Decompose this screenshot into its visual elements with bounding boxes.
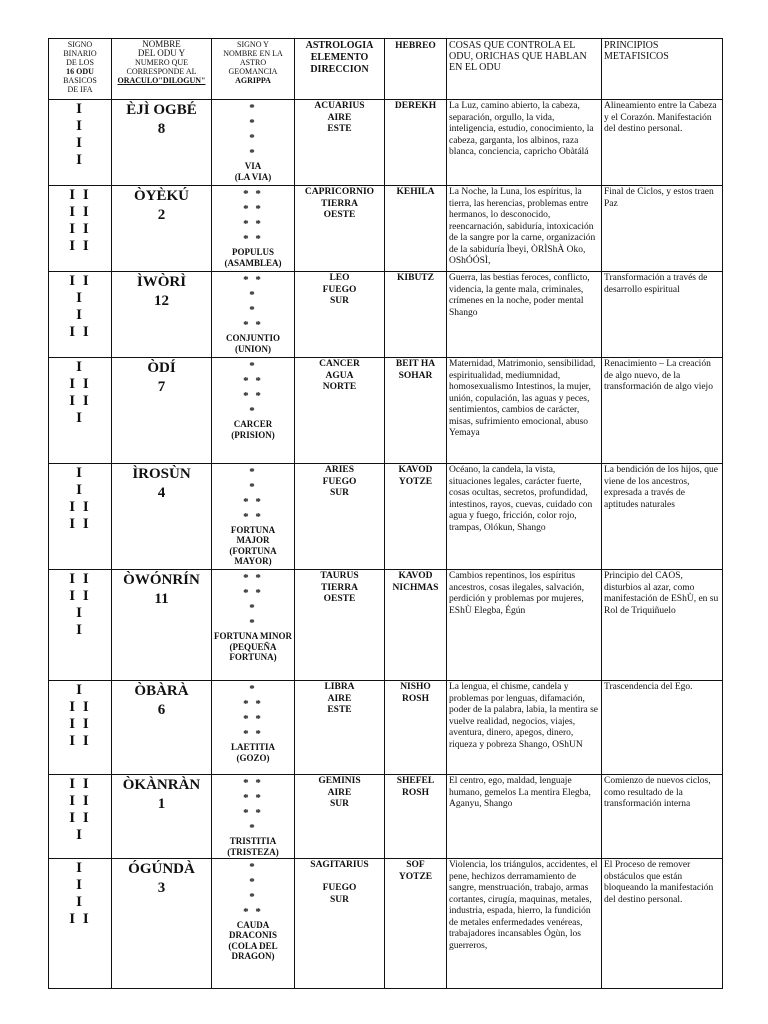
binary-sign — [49, 464, 112, 570]
binary-mark: I — [76, 135, 84, 151]
odu-name: ÈJÌ OGBÉ — [126, 102, 197, 118]
astrology-cell — [295, 859, 385, 989]
astrology-line: OESTE — [323, 594, 356, 604]
binary-mark: I — [76, 622, 84, 638]
odu-name-cell — [112, 464, 212, 570]
geomancy-star-mark: * — [249, 617, 257, 629]
astrology-line: CAPRICORNIO — [304, 187, 375, 197]
binary-mark: I — [76, 101, 84, 117]
astrology-line: TIERRA — [321, 582, 358, 593]
binary-mark: I I — [69, 324, 91, 340]
geomancy-star-mark: * — [249, 876, 257, 888]
geomancy-star-mark: * * — [243, 587, 263, 599]
binary-mark: I — [76, 827, 84, 843]
binary-mark: I — [76, 307, 84, 323]
hebrew-cell — [385, 570, 447, 681]
geomancy-name: LAETITIA — [230, 742, 275, 752]
geomancy-star-mark: * — [249, 683, 257, 695]
binary-mark: I — [76, 359, 84, 375]
astrology-line: SUR — [329, 799, 349, 809]
binary-sign — [49, 100, 112, 186]
table-row — [49, 100, 723, 186]
geomancy-star-mark: * * — [243, 375, 263, 387]
odu-name: ÒYÈKÚ — [133, 188, 189, 204]
binary-mark: I I — [69, 733, 91, 749]
astrology-line: NORTE — [322, 382, 357, 392]
hebrew-term: SHEFEL — [396, 776, 435, 786]
metaphysical-principle: La bendición de los hijos, que viene de los ancestros, expresada a través de aptitudes naturales — [602, 464, 723, 570]
geomancy-translation: (PEQUEÑA FORTUNA) — [229, 642, 277, 662]
metaphysical-principle: Trascendencia del Ego. — [602, 681, 723, 775]
geomancy-star-mark: * — [249, 602, 257, 614]
geomancy-cell — [212, 186, 295, 272]
odu-number: 11 — [154, 591, 169, 607]
odu-name: ÒDÍ — [147, 360, 176, 376]
geomancy-star-mark: * * — [243, 572, 263, 584]
hebrew-term: SOHAR — [398, 370, 433, 381]
binary-mark: I — [76, 118, 84, 134]
metaphysical-principle: Principio del CAOS, disturbios al azar, como manifestación de EShÙ, en su Rol de Triquiñuelo — [602, 570, 723, 681]
geomancy-name: POPULUS — [231, 247, 274, 257]
odu-number: 7 — [157, 379, 166, 395]
astrology-cell — [295, 186, 385, 272]
hebrew-cell — [385, 358, 447, 464]
controls-text: La Luz, camino abierto, la cabeza, separación, orgullo, la vida, inteligencia, estudio, conocimiento, la cabeza, garganta, los albinos, raza blanca, conciencia, capricho Obàtálá — [447, 100, 602, 186]
geomancy-translation: (FORTUNA MAYOR) — [229, 546, 277, 566]
binary-sign — [49, 272, 112, 358]
geomancy-star-mark: * * — [243, 496, 263, 508]
astrology-line: ESTE — [327, 705, 352, 715]
geomancy-star-mark: * — [249, 147, 257, 159]
geomancy-star-mark: * — [249, 891, 257, 903]
binary-mark: I I — [69, 273, 91, 289]
odu-name: ÌWÒRÌ — [136, 274, 187, 290]
geomancy-cell — [212, 464, 295, 570]
binary-mark: I — [76, 410, 84, 426]
geomancy-name: FORTUNA MAJOR — [230, 525, 276, 545]
binary-mark: I I — [69, 810, 91, 826]
geomancy-cell — [212, 100, 295, 186]
geomancy-star-mark: * * — [243, 777, 263, 789]
geomancy-star-mark: * — [249, 861, 257, 873]
hebrew-term: NICHMAS — [392, 582, 439, 593]
odu-number: 8 — [157, 121, 166, 137]
hebrew-term: DEREKH — [394, 101, 437, 111]
astrology-line: SUR — [329, 296, 349, 306]
astrology-line: ESTE — [327, 124, 352, 134]
odu-name-cell — [112, 358, 212, 464]
metaphysical-principle: Final de Ciclos, y estos traen Paz — [602, 186, 723, 272]
hebrew-term: KAVOD — [398, 465, 433, 475]
astrology-line: GEMINIS — [318, 776, 361, 786]
astrology-line: FUEGO — [322, 476, 357, 487]
odu-table — [48, 38, 723, 989]
astrology-line: CANCER — [319, 359, 360, 369]
binary-mark: I — [76, 877, 84, 893]
geomancy-translation: (PRISION) — [231, 430, 275, 440]
geomancy-star-mark: * * — [243, 233, 263, 245]
geomancy-star-mark: * * — [243, 188, 263, 200]
header-signo-binario: SIGNO BINARIO DE LOS 16 ODU BASICOS DE IFA — [49, 39, 112, 100]
controls-text: La lengua, el chisme, candela y problemas por lenguas, difamación, poder de la palabra, labia, la mentira se vuelve realidad, negocios, viajes, aventura, dinero, apegos, dinero, riqueza y pobreza Shango, OShUN — [447, 681, 602, 775]
header-nombre: NOMBRE DEL ODU Y NUMERO QUE CORRESPONDE AL ORACULO"DILOGUN" — [112, 39, 212, 100]
astrology-line: SAGITARIUS — [310, 860, 369, 870]
controls-text: Guerra, las bestias feroces, conflicto, videncia, la gente mala, criminales, crímenes en la noche, poder mental Shango — [447, 272, 602, 358]
odu-name: ÌROSÙN — [132, 466, 191, 482]
hebrew-term: SOF — [406, 860, 425, 870]
astrology-line: LIBRA — [324, 682, 355, 692]
geomancy-star-mark: * * — [243, 906, 263, 918]
controls-text: El centro, ego, maldad, lenguaje humano, gemelos La mentira Elegba, Aganyu, Shango — [447, 775, 602, 859]
hebrew-cell — [385, 775, 447, 859]
geomancy-translation: (COLA DEL DRAGON) — [228, 941, 278, 961]
header-principios: PRINCIPIOS METAFISICOS — [602, 39, 723, 100]
geomancy-star-mark: * * — [243, 319, 263, 331]
binary-sign — [49, 859, 112, 989]
odu-name-cell — [112, 100, 212, 186]
binary-mark: I — [76, 860, 84, 876]
hebrew-term: BEIT HA — [395, 359, 436, 369]
hebrew-term: NISHO — [400, 682, 431, 692]
odu-number: 3 — [157, 880, 166, 896]
odu-number: 6 — [157, 702, 166, 718]
metaphysical-principle: Renacimiento – La creación de algo nuevo, de la transformación de algo viejo — [602, 358, 723, 464]
astrology-line: AGUA — [325, 370, 354, 381]
binary-mark: I — [76, 152, 84, 168]
hebrew-cell — [385, 859, 447, 989]
geomancy-translation: (UNION) — [235, 344, 271, 354]
geomancy-name: CAUDA DRACONIS — [228, 920, 277, 940]
binary-mark: I I — [69, 221, 91, 237]
geomancy-star-mark: * * — [243, 807, 263, 819]
geomancy-cell — [212, 681, 295, 775]
metaphysical-principle: El Proceso de remover obstáculos que están bloqueando la manifestación del destino personal. — [602, 859, 723, 989]
astrology-line: AIRE — [327, 693, 352, 704]
binary-sign — [49, 358, 112, 464]
odu-number: 1 — [157, 796, 166, 812]
header-cosas: COSAS QUE CONTROLA EL ODU, ORICHAS QUE HABLAN EN EL ODU — [447, 39, 602, 100]
astrology-line: OESTE — [323, 210, 356, 220]
odu-name: ÓGÚNDÀ — [128, 861, 195, 877]
astrology-cell — [295, 681, 385, 775]
binary-mark: I I — [69, 376, 91, 392]
binary-mark: I I — [69, 588, 91, 604]
table-row — [49, 570, 723, 681]
geomancy-star-mark: * — [249, 466, 257, 478]
astrology-line: AIRE — [327, 112, 352, 123]
astrology-cell — [295, 358, 385, 464]
geomancy-translation: (ASAMBLEA) — [224, 258, 282, 268]
odu-name: ÒBÀRÀ — [134, 683, 189, 699]
odu-name-cell — [112, 681, 212, 775]
geomancy-star-mark: * — [249, 102, 257, 114]
binary-sign — [49, 186, 112, 272]
controls-text: Océano, la candela, la vista, situaciones legales, carácter fuerte, cosas ocultas, secretos, profundidad, intestinos, rayos, cuevas, cuidado con agua y fuego, fricción, color rojo, trampas, Olókun, Shango — [447, 464, 602, 570]
binary-mark: I — [76, 465, 84, 481]
geomancy-star-mark: * — [249, 304, 257, 316]
binary-mark: I — [76, 605, 84, 621]
binary-mark: I — [76, 682, 84, 698]
binary-mark: I I — [69, 716, 91, 732]
controls-text: Maternidad, Matrimonio, sensibilidad, espiritualidad, mediumnidad, homosexualismo Intestinos, la mujer, unión, copulación, las aguas y peces, sentimientos, cambios de carácter, misas, sufrimiento emocional, abuso Yemaya — [447, 358, 602, 464]
geomancy-star-mark: * * — [243, 218, 263, 230]
binary-mark: I I — [69, 911, 91, 927]
table-row — [49, 775, 723, 859]
geomancy-cell — [212, 859, 295, 989]
hebrew-term: ROSH — [402, 787, 429, 798]
astrology-line: ACUARIUS — [314, 101, 365, 111]
geomancy-star-mark: * — [249, 132, 257, 144]
binary-mark: I — [76, 482, 84, 498]
binary-mark: I I — [69, 516, 91, 532]
binary-mark: I I — [69, 699, 91, 715]
geomancy-name: FORTUNA MINOR — [214, 631, 292, 641]
metaphysical-principle: Comienzo de nuevos ciclos, como resultado de la transformación interna — [602, 775, 723, 859]
geomancy-star-mark: * * — [243, 713, 263, 725]
table-row — [49, 272, 723, 358]
binary-mark: I I — [69, 499, 91, 515]
binary-sign — [49, 775, 112, 859]
geomancy-star-mark: * * — [243, 203, 263, 215]
hebrew-term: YOTZE — [398, 871, 433, 882]
hebrew-term: KIBUTZ — [397, 273, 434, 283]
astrology-cell — [295, 272, 385, 358]
controls-text: Cambios repentinos, los espíritus ancestros, cosas ilegales, salvación, perdición y problemas por mujeres, EShÙ Elegba, Égún — [447, 570, 602, 681]
table-row — [49, 464, 723, 570]
controls-text: La Noche, la Luna, los espíritus, la tierra, las herencias, problemas entre hermanos, lo desconocido, reencarnación, sabiduría, intoxicación de la sangre por la carne, organización de la sabiduría Ìbeyi, ÒRÌShÀ Oko, OShÓÓSÌ, — [447, 186, 602, 272]
binary-mark: I — [76, 894, 84, 910]
hebrew-cell — [385, 100, 447, 186]
geomancy-star-mark: * * — [243, 511, 263, 523]
binary-sign — [49, 681, 112, 775]
geomancy-cell — [212, 570, 295, 681]
geomancy-star-mark: * — [249, 360, 257, 372]
hebrew-term: KAVOD — [398, 571, 433, 581]
geomancy-star-mark: * — [249, 481, 257, 493]
geomancy-star-mark: * — [249, 289, 257, 301]
astrology-line: SUR — [329, 894, 349, 905]
geomancy-translation: (LA VIA) — [234, 172, 272, 182]
hebrew-cell — [385, 272, 447, 358]
astrology-line: LEO — [329, 273, 350, 283]
geomancy-star-mark: * * — [243, 274, 263, 286]
geomancy-name: VIA — [244, 161, 262, 171]
hebrew-cell — [385, 681, 447, 775]
binary-mark: I I — [69, 393, 91, 409]
table-row — [49, 681, 723, 775]
astrology-line: TAURUS — [320, 571, 359, 581]
binary-mark: I — [76, 290, 84, 306]
astrology-line: FUEGO — [322, 284, 357, 295]
geomancy-name: CONJUNTIO — [225, 333, 280, 343]
header-hebreo: HEBREO — [385, 39, 447, 100]
odu-number: 2 — [157, 207, 166, 223]
astrology-line — [297, 872, 382, 884]
odu-name-cell — [112, 186, 212, 272]
geomancy-translation: (GOZO) — [236, 753, 270, 763]
table-row — [49, 358, 723, 464]
table-row — [49, 186, 723, 272]
astrology-line: FUEGO — [322, 883, 357, 893]
header-geomancia: SIGNO Y NOMBRE EN LA ASTRO GEOMANCIA AGRIPPA — [212, 39, 295, 100]
binary-mark: I I — [69, 571, 91, 587]
astrology-line: SUR — [329, 488, 349, 498]
geomancy-star-mark: * * — [243, 390, 263, 402]
controls-text: Violencia, los triángulos, accidentes, el pene, hechizos derramamiento de sangre, menstruación, trabajo, armas cortantes, cirugía, maquinas, metales, industria, espada, hierro, la fundición de metales enfermedades venéreas, trabajadores incansables Ógùn, los guerreros, — [447, 859, 602, 989]
header-row — [49, 39, 723, 100]
odu-name-cell — [112, 272, 212, 358]
odu-name: ÒWÓNRÍN — [123, 572, 200, 588]
odu-name-cell — [112, 775, 212, 859]
astrology-line: ARIES — [324, 465, 355, 475]
geomancy-star-mark: * — [249, 117, 257, 129]
hebrew-term: KEHILA — [396, 187, 435, 197]
odu-name: ÒKÀNRÀN — [122, 777, 201, 793]
metaphysical-principle: Alineamiento entre la Cabeza y el Corazón. Manifestación del destino personal. — [602, 100, 723, 186]
hebrew-cell — [385, 186, 447, 272]
header-astrologia: ASTROLOGIA ELEMENTO DIRECCION — [295, 39, 385, 100]
geomancy-name: CARCER — [233, 419, 273, 429]
geomancy-translation: (TRISTEZA) — [227, 847, 279, 857]
astrology-cell — [295, 570, 385, 681]
geomancy-cell — [212, 775, 295, 859]
astrology-cell — [295, 100, 385, 186]
geomancy-cell — [212, 358, 295, 464]
geomancy-star-mark: * — [249, 822, 257, 834]
astrology-cell — [295, 775, 385, 859]
binary-mark: I I — [69, 187, 91, 203]
odu-name-cell — [112, 570, 212, 681]
binary-mark: I I — [69, 793, 91, 809]
astrology-line: AIRE — [327, 787, 352, 798]
geomancy-star-mark: * * — [243, 792, 263, 804]
binary-mark: I I — [69, 238, 91, 254]
metaphysical-principle: Transformación a través de desarrollo espiritual — [602, 272, 723, 358]
geomancy-star-mark: * * — [243, 728, 263, 740]
geomancy-star-mark: * — [249, 405, 257, 417]
hebrew-term: ROSH — [402, 693, 429, 704]
binary-mark: I I — [69, 776, 91, 792]
hebrew-cell — [385, 464, 447, 570]
astrology-cell — [295, 464, 385, 570]
table-row — [49, 859, 723, 989]
odu-number: 4 — [157, 485, 166, 501]
geomancy-star-mark: * * — [243, 698, 263, 710]
odu-name-cell — [112, 859, 212, 989]
astrology-line: TIERRA — [321, 198, 358, 209]
binary-sign — [49, 570, 112, 681]
geomancy-cell — [212, 272, 295, 358]
geomancy-name: TRISTITIA — [229, 836, 277, 846]
odu-number: 12 — [154, 293, 169, 309]
hebrew-term: YOTZE — [398, 476, 433, 487]
binary-mark: I I — [69, 204, 91, 220]
